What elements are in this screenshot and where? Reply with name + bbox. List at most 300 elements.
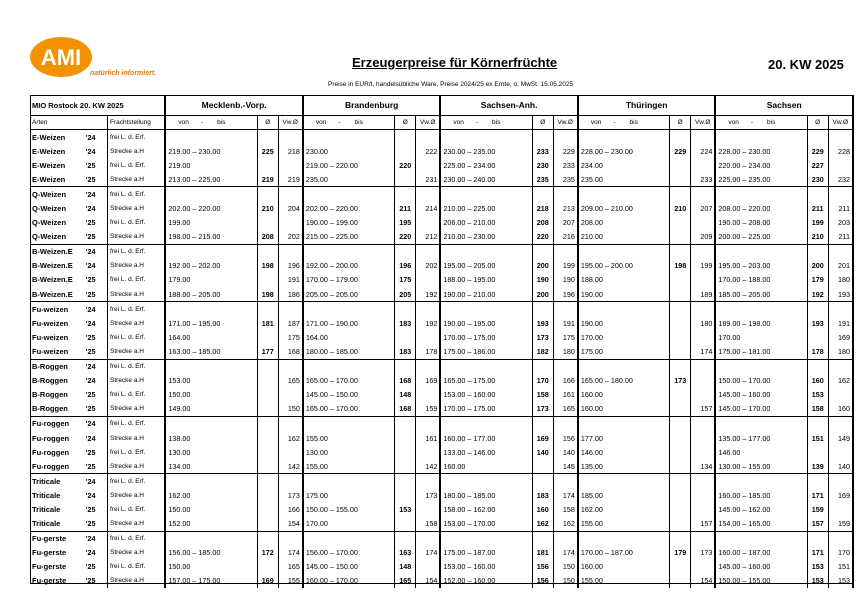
price-range: 130.00 bbox=[168, 447, 191, 457]
price-avg: 162 bbox=[532, 517, 553, 532]
price-range: 190.00 – 199.00 bbox=[305, 218, 358, 228]
price-prev-avg bbox=[691, 388, 716, 402]
price-range bbox=[715, 130, 807, 145]
price-prev-avg: 211 bbox=[828, 230, 853, 245]
price-range: 208.00 – 220.00 bbox=[718, 204, 771, 214]
price-range: 145.00 – 160.00 bbox=[718, 562, 771, 572]
row-year: '25 bbox=[84, 273, 108, 287]
price-avg bbox=[670, 560, 691, 574]
price-avg bbox=[257, 216, 278, 230]
table-row bbox=[30, 187, 853, 202]
price-prev-avg bbox=[553, 359, 578, 374]
price-range: 190.00 bbox=[580, 289, 603, 299]
price-prev-avg: 209 bbox=[691, 230, 716, 245]
price-range bbox=[715, 531, 807, 546]
price-avg: 211 bbox=[395, 201, 416, 215]
price-avg: 229 bbox=[670, 144, 691, 158]
price-avg: 198 bbox=[257, 259, 278, 273]
price-avg: 153 bbox=[807, 560, 828, 574]
price-prev-avg bbox=[278, 416, 303, 431]
price-range: 228.00 – 230.00 bbox=[580, 146, 633, 156]
price-avg bbox=[257, 416, 278, 431]
row-frachtstellung: Strecke a.H bbox=[108, 459, 166, 474]
price-range: 164.00 bbox=[168, 332, 191, 342]
row-art: E-Weizen bbox=[32, 146, 66, 156]
price-avg bbox=[670, 517, 691, 532]
row-art: Triticale bbox=[32, 490, 61, 500]
price-prev-avg: 178 bbox=[416, 344, 441, 359]
price-prev-avg bbox=[691, 330, 716, 344]
price-avg bbox=[670, 388, 691, 402]
price-prev-avg: 199 bbox=[691, 259, 716, 273]
price-range: 133.00 – 146.00 bbox=[443, 447, 496, 457]
price-range: 205.00 – 205.00 bbox=[305, 289, 358, 299]
price-range: 155.00 bbox=[305, 461, 328, 471]
page-title: Erzeugerpreise für Körnerfrüchte bbox=[352, 55, 558, 70]
price-range bbox=[715, 244, 807, 259]
price-prev-avg: 173 bbox=[278, 488, 303, 502]
price-avg: 158 bbox=[807, 402, 828, 417]
price-range: 170.00 bbox=[718, 332, 741, 342]
table-row bbox=[30, 488, 853, 502]
price-prev-avg bbox=[691, 531, 716, 546]
price-range bbox=[165, 531, 257, 546]
table-row bbox=[30, 344, 853, 359]
price-range: 154.00 – 165.00 bbox=[718, 519, 771, 529]
row-art: Fu-roggen bbox=[30, 416, 84, 431]
price-avg bbox=[670, 416, 691, 431]
price-prev-avg: 162 bbox=[828, 374, 853, 388]
price-prev-avg: 153 bbox=[828, 574, 853, 588]
price-prev-avg: 158 bbox=[553, 502, 578, 516]
price-prev-avg bbox=[691, 130, 716, 145]
price-range: 145.00 – 160.00 bbox=[718, 390, 771, 400]
price-range: 230.00 bbox=[305, 146, 328, 156]
price-prev-avg bbox=[278, 474, 303, 489]
price-avg: 173 bbox=[532, 402, 553, 417]
price-avg: 210 bbox=[670, 201, 691, 215]
price-prev-avg: 150 bbox=[278, 402, 303, 417]
price-avg bbox=[257, 330, 278, 344]
price-range: 153.00 bbox=[168, 376, 191, 386]
price-avg: 192 bbox=[807, 287, 828, 302]
row-frachtstellung: Strecke a.H bbox=[108, 374, 166, 388]
price-prev-avg bbox=[278, 216, 303, 230]
price-range bbox=[715, 302, 807, 317]
price-range bbox=[165, 416, 257, 431]
table-row bbox=[30, 531, 853, 546]
row-year: '25 bbox=[84, 230, 108, 245]
price-prev-avg bbox=[278, 187, 303, 202]
table-row bbox=[30, 459, 853, 474]
price-avg: 163 bbox=[395, 546, 416, 560]
price-avg: 208 bbox=[257, 230, 278, 245]
table-row bbox=[30, 259, 853, 273]
row-art: Triticale bbox=[32, 504, 61, 514]
price-prev-avg bbox=[553, 474, 578, 489]
price-avg bbox=[532, 474, 553, 489]
price-prev-avg: 174 bbox=[553, 546, 578, 560]
price-range: 145.00 – 170.00 bbox=[718, 404, 771, 414]
sub-bis: bis bbox=[767, 119, 776, 126]
row-frachtstellung: frei L. d. Erf. bbox=[108, 359, 166, 374]
price-range bbox=[440, 531, 532, 546]
price-avg bbox=[670, 531, 691, 546]
price-prev-avg: 142 bbox=[416, 459, 441, 474]
price-avg: 208 bbox=[532, 216, 553, 230]
price-range: 153.00 – 160.00 bbox=[443, 390, 496, 400]
price-avg: 195 bbox=[395, 216, 416, 230]
price-range bbox=[303, 244, 395, 259]
price-prev-avg: 193 bbox=[828, 287, 853, 302]
row-art: E-Weizen bbox=[32, 174, 66, 184]
price-range: 135.00 – 177.00 bbox=[718, 433, 771, 443]
price-prev-avg: 235 bbox=[553, 172, 578, 187]
price-prev-avg: 154 bbox=[278, 517, 303, 532]
price-range: 195.00 – 205.00 bbox=[443, 261, 496, 271]
price-range: 150.00 bbox=[168, 562, 191, 572]
price-prev-avg: 202 bbox=[416, 259, 441, 273]
price-avg: 230 bbox=[532, 158, 553, 172]
price-avg: 200 bbox=[532, 259, 553, 273]
price-avg: 210 bbox=[257, 201, 278, 215]
price-range bbox=[165, 130, 257, 145]
price-avg: 171 bbox=[807, 488, 828, 502]
price-range bbox=[715, 187, 807, 202]
price-range: 230.00 – 240.00 bbox=[443, 174, 496, 184]
table-row bbox=[30, 517, 853, 532]
sub-header-avg: Ø bbox=[670, 116, 691, 130]
row-year: '24 bbox=[84, 316, 108, 330]
row-frachtstellung: frei L. d. Erf. bbox=[108, 330, 166, 344]
price-range: 175.00 – 186.00 bbox=[443, 346, 496, 356]
price-range: 235.00 bbox=[580, 174, 603, 184]
price-range: 188.00 bbox=[580, 275, 603, 285]
table-row bbox=[30, 158, 853, 172]
price-prev-avg: 168 bbox=[278, 344, 303, 359]
price-range bbox=[303, 474, 395, 489]
price-range: 170.00 – 175.00 bbox=[443, 404, 496, 414]
price-avg bbox=[670, 302, 691, 317]
price-avg: 153 bbox=[395, 502, 416, 516]
price-avg: 220 bbox=[532, 230, 553, 245]
price-prev-avg: 174 bbox=[416, 546, 441, 560]
row-frachtstellung: frei L. d. Erf. bbox=[108, 273, 166, 287]
price-prev-avg: 142 bbox=[278, 459, 303, 474]
price-prev-avg: 233 bbox=[691, 172, 716, 187]
row-year: '24 bbox=[84, 187, 108, 202]
row-art: Q-Weizen bbox=[32, 232, 67, 242]
price-avg: 199 bbox=[807, 216, 828, 230]
price-avg: 193 bbox=[532, 316, 553, 330]
price-avg: 156 bbox=[532, 574, 553, 588]
price-avg: 156 bbox=[532, 560, 553, 574]
price-avg bbox=[257, 402, 278, 417]
price-range: 155.00 bbox=[580, 576, 603, 586]
price-prev-avg bbox=[416, 158, 441, 172]
price-table-body bbox=[30, 95, 853, 588]
price-avg bbox=[670, 287, 691, 302]
price-range: 209.00 – 210.00 bbox=[580, 204, 633, 214]
price-prev-avg: 165 bbox=[553, 402, 578, 417]
price-range: 150.00 bbox=[168, 390, 191, 400]
price-prev-avg bbox=[278, 531, 303, 546]
table-row bbox=[30, 330, 853, 344]
price-avg bbox=[670, 474, 691, 489]
price-prev-avg: 162 bbox=[553, 517, 578, 532]
price-avg: 169 bbox=[532, 431, 553, 445]
price-range: 162.00 bbox=[168, 490, 191, 500]
row-year: '25 bbox=[84, 560, 108, 574]
price-range: 170.00 – 175.00 bbox=[443, 332, 496, 342]
price-avg bbox=[807, 187, 828, 202]
price-prev-avg: 202 bbox=[278, 230, 303, 245]
row-year: '24 bbox=[84, 374, 108, 388]
row-year: '24 bbox=[84, 130, 108, 145]
row-year: '24 bbox=[84, 201, 108, 215]
price-avg: 210 bbox=[807, 230, 828, 245]
price-avg: 168 bbox=[395, 374, 416, 388]
row-art: Triticale bbox=[32, 519, 61, 529]
row-art: Fu-gerste bbox=[30, 531, 84, 546]
price-range: 225.00 – 234.00 bbox=[443, 160, 496, 170]
sub-von: von bbox=[453, 119, 464, 126]
price-prev-avg: 180 bbox=[553, 344, 578, 359]
row-year: '25 bbox=[84, 517, 108, 532]
price-prev-avg bbox=[416, 416, 441, 431]
row-art: B-Roggen bbox=[32, 376, 68, 386]
price-range: 188.00 – 205.00 bbox=[168, 289, 221, 299]
price-range bbox=[440, 359, 532, 374]
region-header: Sachsen-Anh. bbox=[440, 95, 577, 116]
sub-header-prev: Vw.Ø bbox=[828, 116, 853, 130]
price-prev-avg bbox=[416, 388, 441, 402]
row-frachtstellung: Strecke a.H bbox=[108, 344, 166, 359]
price-range: 170.00 – 187.00 bbox=[580, 548, 633, 558]
price-range: 175.00 bbox=[580, 346, 603, 356]
price-prev-avg bbox=[416, 560, 441, 574]
price-avg bbox=[395, 431, 416, 445]
price-prev-avg: 157 bbox=[691, 402, 716, 417]
price-prev-avg: 169 bbox=[416, 374, 441, 388]
sub-dash: - bbox=[338, 119, 341, 126]
price-avg bbox=[257, 359, 278, 374]
row-frachtstellung: frei L. d. Erf. bbox=[108, 244, 166, 259]
price-range: 235.00 bbox=[305, 174, 328, 184]
table-row bbox=[30, 388, 853, 402]
price-range: 134.00 bbox=[168, 461, 191, 471]
price-range: 160.00 bbox=[443, 461, 466, 471]
price-range: 175.00 bbox=[305, 490, 328, 500]
price-prev-avg: 162 bbox=[278, 431, 303, 445]
row-year: '24 bbox=[84, 474, 108, 489]
price-prev-avg bbox=[416, 130, 441, 145]
price-prev-avg bbox=[278, 130, 303, 145]
price-prev-avg bbox=[416, 273, 441, 287]
row-art: Q-Weizen bbox=[32, 204, 67, 214]
price-prev-avg: 159 bbox=[416, 402, 441, 417]
price-prev-avg bbox=[828, 474, 853, 489]
price-prev-avg bbox=[278, 388, 303, 402]
price-prev-avg: 224 bbox=[691, 144, 716, 158]
price-avg bbox=[670, 130, 691, 145]
price-avg: 169 bbox=[257, 574, 278, 588]
sub-von: von bbox=[178, 119, 189, 126]
row-frachtstellung: Strecke a.H bbox=[108, 287, 166, 302]
price-range: 208.00 bbox=[580, 218, 603, 228]
sub-dash: - bbox=[750, 119, 754, 126]
price-prev-avg: 160 bbox=[828, 402, 853, 417]
row-frachtstellung: Strecke a.H bbox=[108, 574, 166, 588]
price-range: 170.00 bbox=[580, 332, 603, 342]
price-avg bbox=[257, 445, 278, 459]
price-range bbox=[165, 359, 257, 374]
price-avg: 173 bbox=[670, 374, 691, 388]
sub-header-prev: Vw.Ø bbox=[553, 116, 578, 130]
price-avg bbox=[395, 359, 416, 374]
price-prev-avg: 149 bbox=[828, 431, 853, 445]
price-range: 219.00 – 230.00 bbox=[168, 146, 221, 156]
price-avg: 233 bbox=[532, 144, 553, 158]
price-avg bbox=[670, 359, 691, 374]
price-prev-avg: 203 bbox=[828, 216, 853, 230]
price-avg: 193 bbox=[807, 316, 828, 330]
price-avg bbox=[532, 244, 553, 259]
price-range: 130.00 – 155.00 bbox=[718, 461, 771, 471]
price-range: 213.00 – 225.00 bbox=[168, 174, 221, 184]
row-frachtstellung: Strecke a.H bbox=[108, 316, 166, 330]
price-avg bbox=[395, 517, 416, 532]
price-range: 158.00 – 162.00 bbox=[443, 504, 496, 514]
price-prev-avg bbox=[553, 416, 578, 431]
price-prev-avg: 134 bbox=[691, 459, 716, 474]
row-year: '24 bbox=[84, 546, 108, 560]
price-range: 215.00 – 225.00 bbox=[305, 232, 358, 242]
price-prev-avg: 199 bbox=[553, 259, 578, 273]
price-range: 190.00 – 210.00 bbox=[443, 289, 496, 299]
price-prev-avg bbox=[691, 431, 716, 445]
price-prev-avg: 150 bbox=[553, 560, 578, 574]
price-range: 177.00 bbox=[580, 433, 603, 443]
row-year: '24 bbox=[84, 531, 108, 546]
price-prev-avg bbox=[691, 187, 716, 202]
sub-dash: - bbox=[475, 119, 479, 126]
price-prev-avg: 201 bbox=[828, 259, 853, 273]
price-range: 206.00 – 210.00 bbox=[443, 218, 496, 228]
price-range: 152.00 – 160.00 bbox=[443, 576, 496, 586]
price-prev-avg: 140 bbox=[553, 445, 578, 459]
price-prev-avg: 196 bbox=[278, 259, 303, 273]
row-year: '25 bbox=[84, 216, 108, 230]
row-frachtstellung: frei L. d. Erf. bbox=[108, 502, 166, 516]
price-avg: 225 bbox=[257, 144, 278, 158]
table-row bbox=[30, 359, 853, 374]
price-avg bbox=[670, 344, 691, 359]
price-prev-avg: 229 bbox=[553, 144, 578, 158]
row-year: '24 bbox=[84, 488, 108, 502]
price-prev-avg: 216 bbox=[553, 230, 578, 245]
row-art: Fu-weizen bbox=[30, 302, 84, 317]
price-range bbox=[578, 302, 670, 317]
price-avg bbox=[395, 302, 416, 317]
price-prev-avg: 207 bbox=[553, 216, 578, 230]
price-avg bbox=[670, 216, 691, 230]
price-avg bbox=[257, 374, 278, 388]
price-range bbox=[578, 416, 670, 431]
price-prev-avg: 140 bbox=[828, 459, 853, 474]
price-avg: 183 bbox=[395, 316, 416, 330]
price-prev-avg bbox=[553, 187, 578, 202]
price-range bbox=[578, 359, 670, 374]
table-row bbox=[30, 144, 853, 158]
price-avg: 183 bbox=[532, 488, 553, 502]
row-frachtstellung: frei L. d. Erf. bbox=[108, 560, 166, 574]
price-avg bbox=[257, 517, 278, 532]
price-avg: 175 bbox=[395, 273, 416, 287]
sub-bis: bis bbox=[354, 119, 363, 126]
price-range: 202.00 – 220.00 bbox=[305, 204, 358, 214]
price-prev-avg: 173 bbox=[416, 488, 441, 502]
region-header-row bbox=[30, 95, 853, 116]
price-range bbox=[303, 130, 395, 145]
price-avg: 179 bbox=[670, 546, 691, 560]
price-avg bbox=[670, 316, 691, 330]
price-avg: 198 bbox=[257, 287, 278, 302]
price-range: 163.00 – 185.00 bbox=[168, 346, 221, 356]
price-avg bbox=[395, 416, 416, 431]
price-prev-avg: 219 bbox=[278, 172, 303, 187]
price-prev-avg: 174 bbox=[553, 488, 578, 502]
price-range bbox=[165, 187, 257, 202]
price-range: 219.00 – 220.00 bbox=[305, 160, 358, 170]
price-avg: 205 bbox=[395, 287, 416, 302]
price-range: 198.00 – 215.00 bbox=[168, 232, 221, 242]
price-avg bbox=[257, 488, 278, 502]
price-range: 153.00 – 170.00 bbox=[443, 519, 496, 529]
table-row bbox=[30, 431, 853, 445]
price-range: 210.00 – 225.00 bbox=[443, 204, 496, 214]
price-avg: 157 bbox=[807, 517, 828, 532]
price-avg bbox=[395, 144, 416, 158]
price-avg: 230 bbox=[807, 172, 828, 187]
price-avg bbox=[395, 330, 416, 344]
price-avg bbox=[257, 431, 278, 445]
price-range bbox=[303, 359, 395, 374]
table-row bbox=[30, 574, 853, 588]
price-prev-avg: 211 bbox=[828, 201, 853, 215]
price-prev-avg: 173 bbox=[691, 546, 716, 560]
row-art: B-Weizen.E bbox=[32, 261, 73, 271]
price-avg bbox=[670, 445, 691, 459]
price-prev-avg: 189 bbox=[691, 287, 716, 302]
price-prev-avg: 191 bbox=[278, 273, 303, 287]
price-avg: 220 bbox=[395, 230, 416, 245]
price-avg: 200 bbox=[807, 259, 828, 273]
price-avg bbox=[807, 330, 828, 344]
price-avg: 153 bbox=[807, 388, 828, 402]
price-range: 230.00 – 235.00 bbox=[443, 146, 496, 156]
price-avg bbox=[257, 474, 278, 489]
row-art: B-Weizen.E bbox=[32, 289, 73, 299]
price-prev-avg bbox=[553, 531, 578, 546]
price-prev-avg: 204 bbox=[278, 201, 303, 215]
price-prev-avg bbox=[828, 302, 853, 317]
price-prev-avg: 180 bbox=[691, 316, 716, 330]
price-avg bbox=[395, 531, 416, 546]
price-avg bbox=[257, 187, 278, 202]
price-avg bbox=[670, 158, 691, 172]
price-prev-avg bbox=[691, 502, 716, 516]
